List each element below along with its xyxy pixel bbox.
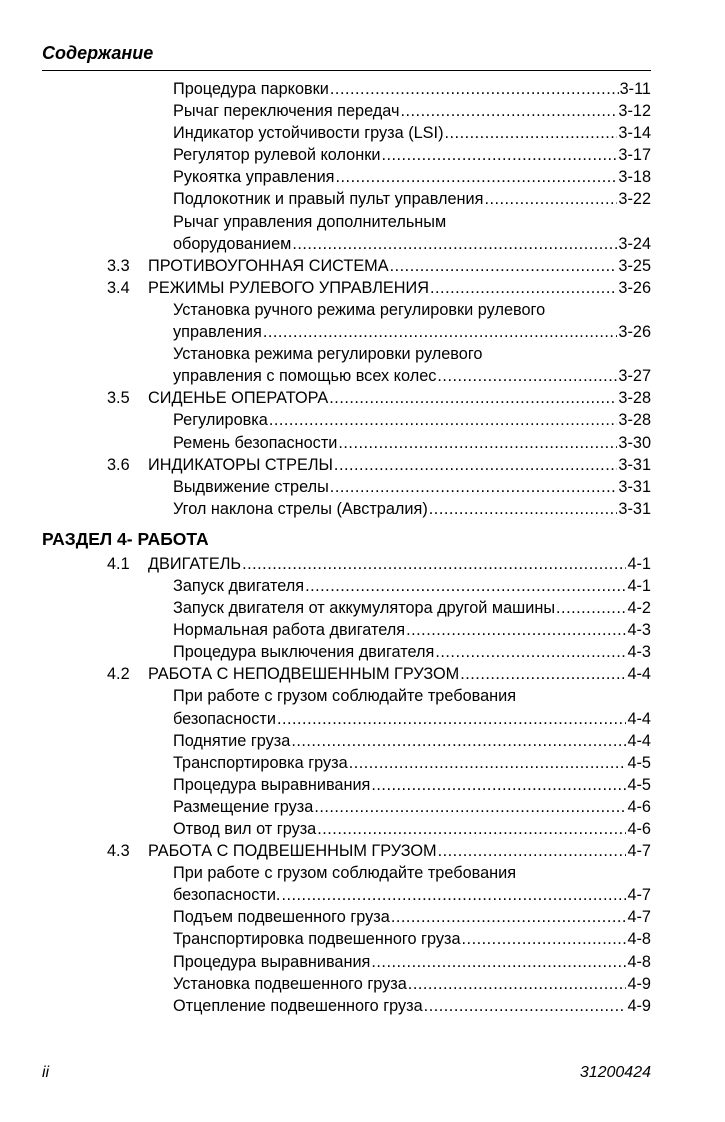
toc-entry-title: ИНДИКАТОРЫ СТРЕЛЫ: [148, 455, 333, 474]
section-heading: РАЗДЕЛ 4- РАБОТА: [42, 528, 209, 549]
toc-page-number: 3-27: [618, 367, 651, 386]
toc-row: [0, 78, 725, 100]
toc-entry: [148, 387, 651, 409]
toc-entry-title: Установка подвешенного груза: [173, 974, 407, 993]
toc-entry: [173, 166, 651, 188]
toc-entry: [173, 122, 651, 144]
toc-row: [0, 575, 725, 597]
toc-leader-dots: [484, 188, 617, 210]
toc-leader-dots: [277, 708, 627, 730]
toc-entry: [173, 796, 651, 818]
table-of-contents: [0, 78, 725, 1017]
toc-entry: [173, 476, 651, 498]
toc-page-number: 4-4: [627, 665, 651, 684]
toc-row: [0, 343, 725, 365]
toc-page-number: 3-17: [618, 146, 651, 165]
toc-leader-dots: [317, 818, 626, 840]
toc-entry-title: РЕЖИМЫ РУЛЕВОГО УПРАВЛЕНИЯ: [148, 278, 429, 297]
toc-entry-title: Регулятор рулевой колонки: [173, 146, 381, 165]
toc-entry: [173, 575, 651, 597]
toc-leader-dots: [330, 476, 618, 498]
toc-entry: [148, 663, 651, 685]
toc-page-number: 4-6: [627, 797, 651, 816]
toc-section-number: 4.3: [107, 842, 130, 861]
toc-entry: [173, 752, 651, 774]
toc-leader-dots: [349, 752, 627, 774]
toc-page-number: 3-28: [618, 389, 651, 408]
toc-entry-title: Нормальная работа двигателя: [173, 621, 406, 640]
toc-row: [0, 818, 725, 840]
toc-leader-dots: [400, 100, 617, 122]
toc-entry-title: Запуск двигателя: [173, 576, 305, 595]
toc-page-number: 3-31: [618, 477, 651, 496]
toc-entry-title: Транспортировка подвешенного груза: [173, 930, 461, 949]
toc-row: [0, 663, 725, 685]
toc-row: [0, 299, 725, 321]
toc-entry-title: Рукоятка управления: [173, 168, 335, 187]
toc-row: [0, 730, 725, 752]
toc-entry: [173, 498, 651, 520]
toc-page-number: 4-4: [627, 709, 651, 728]
toc-leader-dots: [292, 233, 617, 255]
toc-page-number: 4-9: [627, 974, 651, 993]
toc-group-chapter-3: [0, 78, 725, 520]
toc-row: [0, 211, 725, 233]
toc-entry: [173, 708, 651, 730]
toc-entry-title: Индикатор устойчивости груза (LSI): [173, 124, 444, 143]
toc-page-number: 3-11: [619, 80, 651, 98]
toc-row: [0, 144, 725, 166]
toc-page-number: 3-22: [618, 190, 651, 209]
toc-section-number: 4.1: [107, 554, 130, 573]
toc-row: [0, 409, 725, 431]
toc-entry-title: Процедура парковки: [173, 80, 329, 98]
toc-page-number: 4-4: [627, 731, 651, 750]
toc-page-number: 4-3: [627, 621, 651, 640]
toc-entry: [173, 619, 651, 641]
toc-page-number: 4-2: [627, 599, 651, 618]
toc-page-number: 4-7: [627, 886, 651, 905]
toc-row: [0, 166, 725, 188]
toc-entry-title: Рычаг управления дополнительным: [173, 212, 447, 231]
toc-row: [0, 973, 725, 995]
toc-entry-title-continued: управления с помощью всех колес: [173, 367, 437, 386]
toc-leader-dots: [424, 995, 627, 1017]
toc-entry-title: СИДЕНЬЕ ОПЕРАТОРА: [148, 389, 329, 408]
toc-section-number: 3.6: [107, 455, 130, 474]
toc-leader-dots: [338, 432, 617, 454]
toc-leader-dots: [269, 409, 618, 431]
toc-page-number: 3-31: [618, 455, 651, 474]
toc-row: [0, 454, 725, 476]
toc-entry-title: Установка режима регулировки рулевого: [173, 345, 483, 364]
toc-page-number: 3-18: [618, 168, 651, 187]
toc-entry: [148, 454, 651, 476]
toc-leader-dots: [391, 906, 627, 928]
toc-leader-dots: [281, 884, 626, 906]
toc-leader-dots: [390, 255, 618, 277]
toc-row: [0, 840, 725, 862]
toc-entry-title: Рычаг переключения передач: [173, 102, 400, 121]
toc-entry: [173, 928, 651, 950]
toc-page-number: 4-5: [627, 753, 651, 772]
toc-entry: [173, 730, 651, 752]
toc-leader-dots: [556, 597, 626, 619]
toc-entry: [173, 233, 651, 255]
toc-entry-title: Подлокотник и правый пульт управления: [173, 190, 484, 209]
toc-entry-title: Подъем подвешенного груза: [173, 908, 390, 927]
toc-entry: [173, 432, 651, 454]
toc-leader-dots: [305, 575, 626, 597]
toc-entry: [173, 951, 651, 973]
toc-leader-dots: [429, 498, 618, 520]
toc-entry: [173, 995, 651, 1017]
toc-page-number: 4-7: [627, 842, 651, 861]
toc-leader-dots: [334, 454, 617, 476]
toc-row: [0, 995, 725, 1017]
toc-row: [0, 619, 725, 641]
toc-row: [0, 233, 725, 255]
toc-row: [0, 862, 725, 884]
toc-row: [0, 476, 725, 498]
header-rule: [42, 70, 651, 71]
toc-row: [0, 432, 725, 454]
toc-leader-dots: [435, 641, 626, 663]
toc-row: [0, 884, 725, 906]
toc-leader-dots: [406, 619, 626, 641]
toc-section-number: 3.3: [107, 256, 130, 275]
toc-row: [0, 708, 725, 730]
toc-leader-dots: [314, 796, 626, 818]
toc-page-number: 3-26: [618, 323, 651, 342]
toc-row: [0, 365, 725, 387]
toc-entry-title-continued: безопасности.: [173, 886, 281, 905]
toc-section-number: 4.2: [107, 665, 130, 684]
toc-row: [0, 752, 725, 774]
toc-page-number: 3-12: [618, 102, 651, 121]
toc-section-number: 3.5: [107, 389, 130, 408]
toc-entry: [173, 321, 651, 343]
toc-entry-title: Процедура выравнивания: [173, 775, 371, 794]
toc-row: [0, 100, 725, 122]
toc-page-number: 3-25: [618, 256, 651, 275]
toc-section-number: 3.4: [107, 278, 130, 297]
toc-entry-title: Процедура выравнивания: [173, 952, 371, 971]
toc-entry: [148, 840, 651, 862]
toc-page-number: 4-6: [627, 820, 651, 838]
toc-row: [0, 122, 725, 144]
toc-entry-title: РАБОТА С НЕПОДВЕШЕННЫМ ГРУЗОМ: [148, 665, 460, 684]
toc-entry-title: Отвод вил от груза: [173, 820, 317, 838]
toc-leader-dots: [336, 166, 618, 188]
toc-page-number: 4-8: [627, 930, 651, 949]
toc-entry-title-continued: оборудованием: [173, 234, 292, 253]
toc-entry: [148, 255, 651, 277]
footer-page-number: ii: [42, 1064, 50, 1081]
toc-leader-dots: [330, 78, 619, 100]
toc-row: [0, 906, 725, 928]
toc-entry-title: ДВИГАТЕЛЬ: [148, 554, 242, 573]
toc-page-number: 3-14: [618, 124, 651, 143]
toc-row: [0, 796, 725, 818]
toc-row: [0, 928, 725, 950]
toc-entry: [173, 906, 651, 928]
toc-entry: [173, 409, 651, 431]
footer-document-number: 31200424: [579, 1064, 651, 1081]
toc-page-number: 3-28: [618, 411, 651, 430]
toc-page-number: 4-1: [627, 576, 651, 595]
toc-entry: [173, 818, 651, 840]
toc-leader-dots: [381, 144, 617, 166]
toc-page-number: 3-31: [618, 499, 651, 518]
toc-entry: [173, 597, 651, 619]
toc-page-number: 4-3: [627, 643, 651, 662]
toc-entry: [173, 78, 651, 100]
toc-entry-title: РАБОТА С ПОДВЕШЕННЫМ ГРУЗОМ: [148, 842, 437, 861]
toc-row: [0, 774, 725, 796]
toc-leader-dots: [438, 840, 627, 862]
toc-entry-title: Размещение груза: [173, 797, 314, 816]
toc-entry-title: При работе с грузом соблюдайте требования: [173, 687, 517, 706]
toc-entry-title: Выдвижение стрелы: [173, 477, 329, 496]
page-header-title: Содержание: [42, 43, 154, 63]
toc-entry-title: Транспортировка груза: [173, 753, 348, 772]
toc-row: [0, 321, 725, 343]
toc-leader-dots: [291, 730, 626, 752]
toc-leader-dots: [408, 973, 627, 995]
toc-group-chapter-4: [0, 553, 725, 1017]
toc-entry-title: Угол наклона стрелы (Австралия): [173, 499, 428, 518]
toc-entry-title: Процедура выключения двигателя: [173, 643, 435, 662]
toc-leader-dots: [329, 387, 617, 409]
toc-row: [0, 277, 725, 299]
toc-leader-dots: [371, 774, 626, 796]
toc-entry-title: Отцепление подвешенного груза: [173, 996, 423, 1015]
toc-entry-title: ПРОТИВОУГОННАЯ СИСТЕМА: [148, 256, 389, 275]
toc-row: [0, 498, 725, 520]
toc-page-number: 4-8: [627, 952, 651, 971]
toc-row: [0, 255, 725, 277]
toc-leader-dots: [263, 321, 618, 343]
toc-page-number: 3-30: [618, 433, 651, 452]
toc-entry-title-continued: безопасности: [173, 709, 276, 728]
toc-leader-dots: [437, 365, 617, 387]
toc-page-number: 4-9: [627, 996, 651, 1015]
toc-page-number: 4-7: [627, 908, 651, 927]
toc-leader-dots: [242, 553, 626, 575]
toc-entry: [173, 973, 651, 995]
toc-entry: [173, 774, 651, 796]
toc-row: [0, 685, 725, 707]
toc-row: [0, 553, 725, 575]
toc-row: [0, 188, 725, 210]
toc-entry: [173, 365, 651, 387]
toc-entry-title: Ремень безопасности: [173, 433, 338, 452]
toc-entry: [173, 100, 651, 122]
toc-entry-title-continued: управления: [173, 323, 262, 342]
toc-row: [0, 387, 725, 409]
toc-leader-dots: [462, 928, 627, 950]
toc-leader-dots: [430, 277, 617, 299]
toc-leader-dots: [371, 951, 626, 973]
toc-row: [0, 951, 725, 973]
toc-entry: [173, 144, 651, 166]
toc-entry-title: При работе с грузом соблюдайте требования: [173, 864, 517, 883]
toc-leader-dots: [460, 663, 626, 685]
toc-entry: [173, 641, 651, 663]
toc-page-number: 4-5: [627, 775, 651, 794]
toc-entry-title: Запуск двигателя от аккумулятора другой машины: [173, 599, 556, 618]
toc-entry: [173, 884, 651, 906]
toc-entry-title: Поднятие груза: [173, 731, 291, 750]
toc-row: [0, 641, 725, 663]
toc-row: [0, 597, 725, 619]
toc-entry: [173, 188, 651, 210]
toc-entry-title: Регулировка: [173, 411, 268, 430]
toc-entry-title: Установка ручного режима регулировки рулевого: [173, 300, 546, 319]
toc-leader-dots: [445, 122, 618, 144]
toc-page-number: 3-26: [618, 278, 651, 297]
toc-page-number: 4-1: [627, 554, 651, 573]
toc-entry: [148, 553, 651, 575]
toc-entry: [148, 277, 651, 299]
toc-page-number: 3-24: [618, 234, 651, 253]
